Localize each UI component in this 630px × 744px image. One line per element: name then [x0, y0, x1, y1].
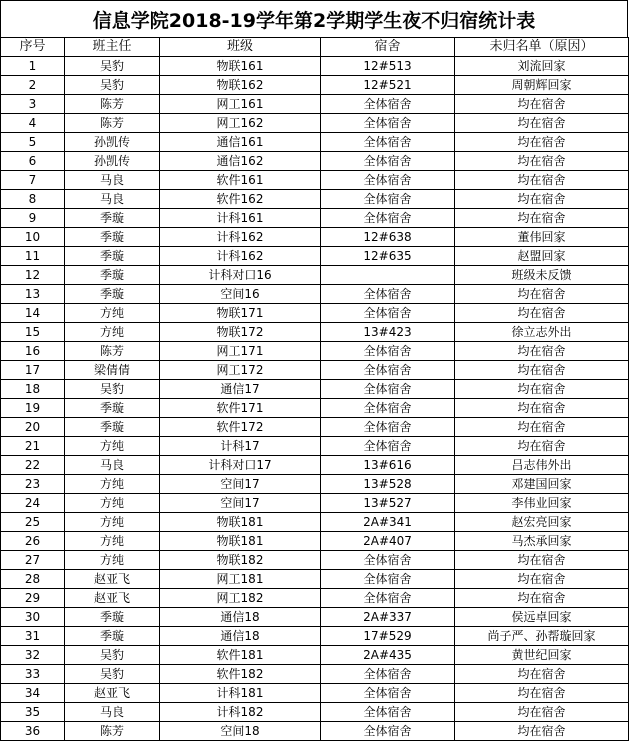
table-row: [1, 323, 629, 342]
cell-class[interactable]: 软件162: [160, 190, 321, 209]
table-row: [1, 209, 629, 228]
cell-teacher[interactable]: 季璇: [65, 209, 160, 228]
cell-dorm[interactable]: 全体宿舍: [321, 684, 455, 703]
cell-dorm[interactable]: 全体宿舍: [321, 95, 455, 114]
table-row: [1, 437, 629, 456]
cell-dorm[interactable]: 全体宿舍: [321, 209, 455, 228]
cell-teacher[interactable]: 方纯: [65, 323, 160, 342]
cell-index[interactable]: 11: [1, 247, 65, 266]
cell-index[interactable]: 32: [1, 646, 65, 665]
cell-teacher[interactable]: 马良: [65, 171, 160, 190]
cell-index[interactable]: 7: [1, 171, 65, 190]
cell-teacher[interactable]: 孙凯传: [65, 152, 160, 171]
cell-teacher[interactable]: 马良: [65, 456, 160, 475]
cell-class[interactable]: 通信18: [160, 627, 321, 646]
cell-index[interactable]: 19: [1, 399, 65, 418]
cell-class[interactable]: 软件172: [160, 418, 321, 437]
table-row: [1, 57, 629, 76]
table-row: [1, 133, 629, 152]
cell-dorm[interactable]: 12#521: [321, 76, 455, 95]
table-row: [1, 703, 629, 722]
table-row: [1, 247, 629, 266]
cell-class[interactable]: 物联161: [160, 57, 321, 76]
cell-dorm[interactable]: 全体宿舍: [321, 361, 455, 380]
cell-index[interactable]: 9: [1, 209, 65, 228]
table-row: [1, 190, 629, 209]
table-row: [1, 171, 629, 190]
cell-teacher[interactable]: 吴豹: [65, 76, 160, 95]
header-cell-absent[interactable]: 未归名单（原因）: [455, 38, 629, 57]
cell-dorm[interactable]: [321, 266, 455, 285]
cell-teacher[interactable]: 方纯: [65, 551, 160, 570]
cell-absent[interactable]: 均在宿舍: [455, 114, 629, 133]
cell-index[interactable]: 20: [1, 418, 65, 437]
cell-absent[interactable]: 刘流回家: [455, 57, 629, 76]
cell-index[interactable]: 30: [1, 608, 65, 627]
cell-index[interactable]: 1: [1, 57, 65, 76]
cell-class[interactable]: 通信18: [160, 608, 321, 627]
table-row: [1, 380, 629, 399]
cell-index[interactable]: 28: [1, 570, 65, 589]
cell-teacher[interactable]: 季璇: [65, 247, 160, 266]
cell-absent[interactable]: 均在宿舍: [455, 285, 629, 304]
header-cell-dorm[interactable]: 宿舍: [321, 38, 455, 57]
cell-index[interactable]: 26: [1, 532, 65, 551]
cell-index[interactable]: 4: [1, 114, 65, 133]
cell-index[interactable]: 3: [1, 95, 65, 114]
table-row: [1, 76, 629, 95]
cell-dorm[interactable]: 全体宿舍: [321, 304, 455, 323]
cell-class[interactable]: 通信17: [160, 380, 321, 399]
cell-teacher[interactable]: 季璇: [65, 266, 160, 285]
table-row: [1, 285, 629, 304]
dormitory-table: [0, 37, 629, 741]
table-row: [1, 684, 629, 703]
table-row: [1, 551, 629, 570]
cell-dorm[interactable]: 全体宿舍: [321, 570, 455, 589]
cell-class[interactable]: 计科161: [160, 209, 321, 228]
cell-class[interactable]: 软件181: [160, 646, 321, 665]
cell-teacher[interactable]: 季璇: [65, 608, 160, 627]
cell-index[interactable]: 13: [1, 285, 65, 304]
sheet-title: 信息学院2018-19学年第2学期学生夜不归宿统计表: [0, 0, 628, 38]
cell-class[interactable]: 计科对口16: [160, 266, 321, 285]
table-row: [1, 95, 629, 114]
cell-absent[interactable]: 均在宿舍: [455, 133, 629, 152]
table-row: [1, 513, 629, 532]
cell-dorm[interactable]: 12#635: [321, 247, 455, 266]
cell-absent[interactable]: 尚子严、孙帮璇回家: [455, 627, 629, 646]
table-row: [1, 228, 629, 247]
cell-dorm[interactable]: 12#513: [321, 57, 455, 76]
cell-index[interactable]: 15: [1, 323, 65, 342]
cell-class[interactable]: 网工181: [160, 570, 321, 589]
cell-class[interactable]: 物联171: [160, 304, 321, 323]
cell-class[interactable]: 通信162: [160, 152, 321, 171]
cell-class[interactable]: 物联162: [160, 76, 321, 95]
cell-teacher[interactable]: 陈芳: [65, 114, 160, 133]
cell-teacher[interactable]: 季璇: [65, 627, 160, 646]
cell-index[interactable]: 35: [1, 703, 65, 722]
cell-absent[interactable]: 均在宿舍: [455, 190, 629, 209]
cell-class[interactable]: 空间17: [160, 494, 321, 513]
cell-dorm[interactable]: 全体宿舍: [321, 171, 455, 190]
cell-absent[interactable]: 均在宿舍: [455, 684, 629, 703]
cell-dorm[interactable]: 全体宿舍: [321, 399, 455, 418]
cell-absent[interactable]: 侯远卓回家: [455, 608, 629, 627]
cell-absent[interactable]: 均在宿舍: [455, 152, 629, 171]
cell-teacher[interactable]: 赵亚飞: [65, 684, 160, 703]
cell-class[interactable]: 计科17: [160, 437, 321, 456]
cell-teacher[interactable]: 吴豹: [65, 57, 160, 76]
cell-teacher[interactable]: 赵亚飞: [65, 589, 160, 608]
cell-index[interactable]: 33: [1, 665, 65, 684]
cell-dorm[interactable]: 全体宿舍: [321, 152, 455, 171]
cell-absent[interactable]: 董伟回家: [455, 228, 629, 247]
cell-class[interactable]: 空间18: [160, 722, 321, 741]
cell-index[interactable]: 12: [1, 266, 65, 285]
cell-teacher[interactable]: 季璇: [65, 285, 160, 304]
table-row: [1, 665, 629, 684]
cell-class[interactable]: 物联181: [160, 532, 321, 551]
cell-absent[interactable]: 吕志伟外出: [455, 456, 629, 475]
cell-teacher[interactable]: 方纯: [65, 532, 160, 551]
header-cell-class[interactable]: 班级: [160, 38, 321, 57]
cell-index[interactable]: 14: [1, 304, 65, 323]
cell-absent[interactable]: 赵宏亮回家: [455, 513, 629, 532]
cell-class[interactable]: 计科182: [160, 703, 321, 722]
cell-class[interactable]: 网工171: [160, 342, 321, 361]
cell-absent[interactable]: 均在宿舍: [455, 418, 629, 437]
cell-class[interactable]: 物联181: [160, 513, 321, 532]
table-row: [1, 304, 629, 323]
cell-index[interactable]: 31: [1, 627, 65, 646]
cell-class[interactable]: 网工182: [160, 589, 321, 608]
cell-class[interactable]: 软件182: [160, 665, 321, 684]
cell-dorm[interactable]: 13#528: [321, 475, 455, 494]
cell-index[interactable]: 27: [1, 551, 65, 570]
table-row: [1, 361, 629, 380]
cell-class[interactable]: 空间17: [160, 475, 321, 494]
table-row: [1, 627, 629, 646]
cell-absent[interactable]: 均在宿舍: [455, 722, 629, 741]
header-cell-index[interactable]: 序号: [1, 38, 65, 57]
cell-teacher[interactable]: 方纯: [65, 513, 160, 532]
table-row: [1, 646, 629, 665]
cell-teacher[interactable]: 吴豹: [65, 646, 160, 665]
cell-class[interactable]: 计科对口17: [160, 456, 321, 475]
cell-class[interactable]: 计科162: [160, 247, 321, 266]
cell-absent[interactable]: 班级未反馈: [455, 266, 629, 285]
header-row: [1, 38, 629, 57]
table-row: [1, 114, 629, 133]
cell-index[interactable]: 2: [1, 76, 65, 95]
cell-teacher[interactable]: 梁倩倩: [65, 361, 160, 380]
cell-index[interactable]: 17: [1, 361, 65, 380]
table-row: [1, 589, 629, 608]
cell-absent[interactable]: 均在宿舍: [455, 570, 629, 589]
cell-dorm[interactable]: 全体宿舍: [321, 551, 455, 570]
cell-teacher[interactable]: 陈芳: [65, 342, 160, 361]
cell-dorm[interactable]: 13#423: [321, 323, 455, 342]
cell-dorm[interactable]: 全体宿舍: [321, 114, 455, 133]
cell-dorm[interactable]: 全体宿舍: [321, 380, 455, 399]
cell-index[interactable]: 29: [1, 589, 65, 608]
cell-class[interactable]: 网工172: [160, 361, 321, 380]
cell-class[interactable]: 软件161: [160, 171, 321, 190]
cell-index[interactable]: 6: [1, 152, 65, 171]
cell-absent[interactable]: 均在宿舍: [455, 95, 629, 114]
cell-index[interactable]: 24: [1, 494, 65, 513]
cell-absent[interactable]: 邓建国回家: [455, 475, 629, 494]
cell-index[interactable]: 36: [1, 722, 65, 741]
table-row: [1, 494, 629, 513]
cell-dorm[interactable]: 13#527: [321, 494, 455, 513]
cell-dorm[interactable]: 2A#341: [321, 513, 455, 532]
cell-teacher[interactable]: 吴豹: [65, 665, 160, 684]
cell-dorm[interactable]: 全体宿舍: [321, 190, 455, 209]
cell-dorm[interactable]: 12#638: [321, 228, 455, 247]
cell-teacher[interactable]: 方纯: [65, 494, 160, 513]
cell-class[interactable]: 空间16: [160, 285, 321, 304]
cell-class[interactable]: 网工162: [160, 114, 321, 133]
cell-absent[interactable]: 李伟业回家: [455, 494, 629, 513]
cell-absent[interactable]: 均在宿舍: [455, 361, 629, 380]
cell-absent[interactable]: 均在宿舍: [455, 399, 629, 418]
cell-teacher[interactable]: 方纯: [65, 304, 160, 323]
cell-absent[interactable]: 均在宿舍: [455, 209, 629, 228]
cell-index[interactable]: 18: [1, 380, 65, 399]
cell-index[interactable]: 10: [1, 228, 65, 247]
cell-absent[interactable]: 均在宿舍: [455, 380, 629, 399]
cell-dorm[interactable]: 全体宿舍: [321, 589, 455, 608]
cell-index[interactable]: 16: [1, 342, 65, 361]
cell-class[interactable]: 通信161: [160, 133, 321, 152]
cell-dorm[interactable]: 13#616: [321, 456, 455, 475]
cell-teacher[interactable]: 季璇: [65, 418, 160, 437]
table-row: [1, 266, 629, 285]
table-row: [1, 532, 629, 551]
cell-dorm[interactable]: 全体宿舍: [321, 285, 455, 304]
cell-index[interactable]: 22: [1, 456, 65, 475]
cell-absent[interactable]: 均在宿舍: [455, 171, 629, 190]
cell-teacher[interactable]: 季璇: [65, 228, 160, 247]
cell-index[interactable]: 34: [1, 684, 65, 703]
cell-absent[interactable]: 均在宿舍: [455, 342, 629, 361]
cell-teacher[interactable]: 孙凯传: [65, 133, 160, 152]
cell-index[interactable]: 23: [1, 475, 65, 494]
cell-index[interactable]: 8: [1, 190, 65, 209]
cell-dorm[interactable]: 2A#337: [321, 608, 455, 627]
table-row: [1, 475, 629, 494]
cell-teacher[interactable]: 方纯: [65, 475, 160, 494]
cell-dorm[interactable]: 17#529: [321, 627, 455, 646]
cell-dorm[interactable]: 全体宿舍: [321, 133, 455, 152]
cell-absent[interactable]: 黄世纪回家: [455, 646, 629, 665]
cell-teacher[interactable]: 赵亚飞: [65, 570, 160, 589]
table-row: [1, 570, 629, 589]
cell-class[interactable]: 计科162: [160, 228, 321, 247]
table-row: [1, 418, 629, 437]
cell-absent[interactable]: 马杰承回家: [455, 532, 629, 551]
cell-dorm[interactable]: 全体宿舍: [321, 722, 455, 741]
cell-class[interactable]: 网工161: [160, 95, 321, 114]
cell-absent[interactable]: 均在宿舍: [455, 551, 629, 570]
cell-teacher[interactable]: 方纯: [65, 437, 160, 456]
table-row: [1, 342, 629, 361]
table-row: [1, 608, 629, 627]
cell-class[interactable]: 计科181: [160, 684, 321, 703]
cell-absent[interactable]: 周朝辉回家: [455, 76, 629, 95]
cell-dorm[interactable]: 2A#407: [321, 532, 455, 551]
cell-teacher[interactable]: 陈芳: [65, 95, 160, 114]
table-row: [1, 399, 629, 418]
cell-absent[interactable]: 赵盟回家: [455, 247, 629, 266]
cell-teacher[interactable]: 吴豹: [65, 380, 160, 399]
cell-dorm[interactable]: 全体宿舍: [321, 437, 455, 456]
cell-class[interactable]: 物联182: [160, 551, 321, 570]
header-cell-teacher[interactable]: 班主任: [65, 38, 160, 57]
cell-index[interactable]: 25: [1, 513, 65, 532]
cell-index[interactable]: 21: [1, 437, 65, 456]
cell-class[interactable]: 软件171: [160, 399, 321, 418]
cell-absent[interactable]: 均在宿舍: [455, 437, 629, 456]
cell-dorm[interactable]: 全体宿舍: [321, 703, 455, 722]
table-row: [1, 456, 629, 475]
cell-absent[interactable]: 均在宿舍: [455, 703, 629, 722]
table-body: [1, 57, 629, 741]
cell-dorm[interactable]: 全体宿舍: [321, 342, 455, 361]
cell-teacher[interactable]: 马良: [65, 703, 160, 722]
cell-absent[interactable]: 均在宿舍: [455, 304, 629, 323]
table-row: [1, 722, 629, 741]
cell-dorm[interactable]: 2A#435: [321, 646, 455, 665]
cell-dorm[interactable]: 全体宿舍: [321, 418, 455, 437]
table-row: [1, 152, 629, 171]
cell-teacher[interactable]: 陈芳: [65, 722, 160, 741]
cell-absent[interactable]: 均在宿舍: [455, 589, 629, 608]
cell-dorm[interactable]: 全体宿舍: [321, 665, 455, 684]
cell-class[interactable]: 物联172: [160, 323, 321, 342]
cell-absent[interactable]: 均在宿舍: [455, 665, 629, 684]
cell-teacher[interactable]: 季璇: [65, 399, 160, 418]
cell-index[interactable]: 5: [1, 133, 65, 152]
cell-absent[interactable]: 徐立志外出: [455, 323, 629, 342]
cell-teacher[interactable]: 马良: [65, 190, 160, 209]
